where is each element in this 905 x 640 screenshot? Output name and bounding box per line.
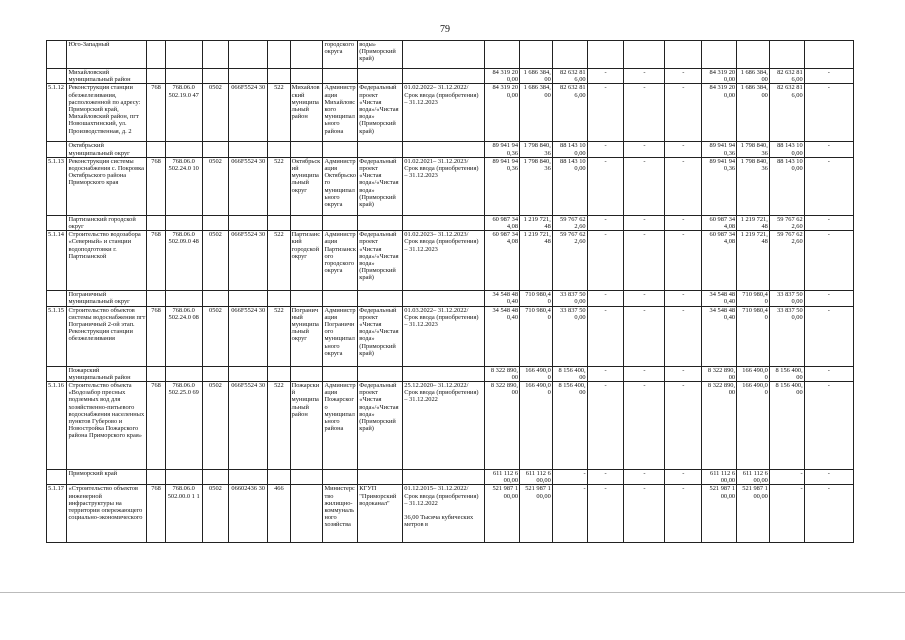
table-cell: -: [769, 470, 804, 485]
table-cell: 521 987 1 00,00: [702, 485, 737, 543]
table-cell: [268, 366, 291, 381]
table-cell: 8 156 400, 00: [769, 366, 804, 381]
table-cell: [290, 41, 323, 69]
table-cell: Пожарский муниципальный район: [290, 382, 323, 470]
table-cell: 521 987 1 00,00: [520, 485, 553, 543]
table-cell: 84 319 20 0,00: [485, 84, 520, 142]
table-cell: -: [665, 231, 702, 291]
table-row: [47, 485, 854, 543]
table-cell: 611 112 6 00,00: [485, 470, 520, 485]
table-cell: 59 767 62 2,60: [552, 215, 587, 230]
table-cell: -: [804, 382, 853, 470]
table-cell: -: [665, 291, 702, 306]
table-cell: [769, 41, 804, 69]
table-cell: 88 143 10 0,00: [552, 142, 587, 157]
table-cell: 34 548 48 0,40: [702, 306, 737, 366]
table-cell: 166 490,0 0: [737, 366, 770, 381]
table-cell: 710 980,4 0: [737, 291, 770, 306]
table-cell: [268, 142, 291, 157]
table-cell: [202, 291, 229, 306]
table-cell: -: [587, 366, 624, 381]
table-cell: 611 112 6 00,00: [520, 470, 553, 485]
table-cell: -: [665, 142, 702, 157]
table-cell: -: [624, 84, 665, 142]
table-cell: [290, 69, 323, 84]
table-cell: 5.1.15: [47, 306, 67, 366]
table-cell: [47, 41, 67, 69]
table-cell: 710 980,4 0: [737, 306, 770, 366]
table-cell: -: [624, 291, 665, 306]
table-cell: 768: [147, 306, 165, 366]
table-cell: -: [587, 306, 624, 366]
table-cell: 1 686 384, 00: [737, 84, 770, 142]
table-cell: Октябрьский муниципальный округ: [67, 142, 147, 157]
table-cell: -: [804, 291, 853, 306]
table-cell: [202, 69, 229, 84]
table-cell: [165, 291, 202, 306]
table-cell: 1 798 840, 36: [737, 142, 770, 157]
table-cell: -: [624, 69, 665, 84]
table-cell: [804, 41, 853, 69]
table-cell: [323, 142, 358, 157]
table-cell: 710 980,4 0: [520, 291, 553, 306]
table-cell: 166 490,0 0: [737, 382, 770, 470]
table-cell: [268, 69, 291, 84]
table-cell: [229, 142, 268, 157]
table-cell: [323, 366, 358, 381]
table-cell: 768: [147, 231, 165, 291]
table-cell: -: [804, 231, 853, 291]
table-cell: 89 941 94 0,36: [485, 142, 520, 157]
table-cell: КГУП "Приморский водоканал": [358, 485, 403, 543]
table-cell: Администрация Пограничного муниципального округа: [323, 306, 358, 366]
table-cell: -: [587, 470, 624, 485]
table-cell: [229, 366, 268, 381]
table-cell: Федеральный проект «Чистая вода»/«Чистая вода» (Приморский край): [358, 231, 403, 291]
table-cell: -: [587, 485, 624, 543]
table-cell: -: [665, 157, 702, 215]
table-cell: [403, 142, 485, 157]
table-cell: [323, 470, 358, 485]
table-cell: [47, 470, 67, 485]
table-cell: [229, 69, 268, 84]
table-cell: 82 632 81 6,00: [769, 69, 804, 84]
table-cell: 8 322 890, 00: [485, 382, 520, 470]
table-cell: [202, 41, 229, 69]
table-cell: Федеральный проект «Чистая вода»/«Чистая вода» (Приморский край): [358, 306, 403, 366]
table-cell: 1 686 384, 00: [520, 84, 553, 142]
table-cell: 84 319 20 0,00: [702, 69, 737, 84]
table-cell: -: [804, 157, 853, 215]
table-cell: [229, 41, 268, 69]
table-cell: Министерство жилищно-коммунального хозяйства: [323, 485, 358, 543]
table-cell: 8 156 400, 00: [552, 382, 587, 470]
table-cell: [290, 142, 323, 157]
table-cell: 01.02.2021– 31.12.2023/ Срок ввода (приобретения) – 31.12.2023: [403, 157, 485, 215]
table-cell: 89 941 94 0,36: [702, 157, 737, 215]
table-cell: [624, 41, 665, 69]
table-cell: Федеральный проект «Чистая вода»/«Чистая вода» (Приморский край): [358, 382, 403, 470]
table-cell: Пограничный муниципальный округ: [67, 291, 147, 306]
table-cell: [229, 215, 268, 230]
table-cell: -: [665, 69, 702, 84]
table-cell: Строительство объектов системы водоснабжения пгт Пограничный 2-ой этап. Реконструкция станции обезжелезивания: [67, 306, 147, 366]
page-bottom-rule: [0, 592, 905, 593]
table-cell: 066F5524 30: [229, 157, 268, 215]
table-cell: 0502: [202, 157, 229, 215]
table-cell: 611 112 6 00,00: [702, 470, 737, 485]
table-cell: -: [624, 382, 665, 470]
table-cell: [323, 291, 358, 306]
table-cell: [358, 142, 403, 157]
table-cell: Партизанский городской округ: [67, 215, 147, 230]
table-cell: Строительство объекта «Водозабор пресных подземных вод для хозяйственно-питьевого водоснабжения населенных пунктов Губерово и Новостройка Пожарского района Приморского края»: [67, 382, 147, 470]
table-cell: -: [624, 306, 665, 366]
table-cell: 066F5524 30: [229, 231, 268, 291]
table-cell: 82 632 81 6,00: [552, 69, 587, 84]
table-cell: [403, 215, 485, 230]
table-cell: -: [587, 215, 624, 230]
table-cell: [403, 470, 485, 485]
table-cell: -: [804, 485, 853, 543]
table-cell: 522: [268, 306, 291, 366]
table-cell: [229, 291, 268, 306]
table-cell: [268, 215, 291, 230]
table-cell: 59 767 62 2,60: [769, 215, 804, 230]
page-number: 79: [440, 24, 450, 35]
table-cell: -: [804, 215, 853, 230]
table-cell: -: [587, 84, 624, 142]
table-cell: [290, 215, 323, 230]
table-cell: 0502: [202, 382, 229, 470]
table-cell: 25.12.2020– 31.12.2022/ Срок ввода (приобретения) – 31.12.2022: [403, 382, 485, 470]
table-cell: [202, 142, 229, 157]
table-cell: 1 219 721, 48: [737, 215, 770, 230]
table-cell: 522: [268, 84, 291, 142]
table-cell: городского округа: [323, 41, 358, 69]
table-cell: -: [804, 306, 853, 366]
table-cell: [403, 69, 485, 84]
table-cell: -: [624, 157, 665, 215]
table-cell: [358, 215, 403, 230]
table-cell: 89 941 94 0,36: [485, 157, 520, 215]
table-cell: Федеральный проект «Чистая вода»/«Чистая вода» (Приморский край): [358, 84, 403, 142]
table-cell: [290, 291, 323, 306]
table-cell: Октябрьский муниципальный округ: [290, 157, 323, 215]
table-cell: -: [552, 485, 587, 543]
table-cell: [47, 291, 67, 306]
table-cell: 466: [268, 485, 291, 543]
district-row: [47, 291, 854, 306]
table-cell: [147, 291, 165, 306]
table-cell: [165, 366, 202, 381]
table-cell: 59 767 62 2,60: [769, 231, 804, 291]
table-cell: 59 767 62 2,60: [552, 231, 587, 291]
table-cell: 06602436 30: [229, 485, 268, 543]
table-cell: 066F5524 30: [229, 84, 268, 142]
table-cell: 066F5524 30: [229, 382, 268, 470]
table-cell: 0502: [202, 306, 229, 366]
table-cell: 522: [268, 382, 291, 470]
table-cell: 0502: [202, 84, 229, 142]
table-cell: -: [665, 215, 702, 230]
table-cell: 84 319 20 0,00: [485, 69, 520, 84]
table-cell: 33 837 50 0,00: [769, 291, 804, 306]
table-cell: Партизанский городской округ: [290, 231, 323, 291]
district-row: [47, 69, 854, 84]
table-row: [47, 382, 854, 470]
table-cell: «Строительство объектов инженерной инфраструктуры на территории опережающего социально-экономического: [67, 485, 147, 543]
table-cell: -: [587, 69, 624, 84]
table-cell: [147, 215, 165, 230]
table-cell: [147, 470, 165, 485]
table-cell: 521 987 1 00,00: [485, 485, 520, 543]
table-cell: 33 837 50 0,00: [552, 306, 587, 366]
table-cell: -: [804, 69, 853, 84]
table-cell: [358, 291, 403, 306]
table-cell: 768.06.0 502.24.0 08: [165, 306, 202, 366]
table-cell: [165, 470, 202, 485]
table-row: [47, 157, 854, 215]
table-cell: 34 548 48 0,40: [485, 306, 520, 366]
table-cell: 33 837 50 0,00: [769, 306, 804, 366]
table-cell: -: [587, 157, 624, 215]
table-cell: -: [552, 470, 587, 485]
table-cell: 1 798 840, 36: [737, 157, 770, 215]
table-cell: [165, 142, 202, 157]
table-cell: 0502: [202, 485, 229, 543]
table-cell: [403, 41, 485, 69]
table-cell: -: [769, 485, 804, 543]
table-cell: 8 322 890, 00: [702, 382, 737, 470]
table-cell: [520, 41, 553, 69]
table-cell: 34 548 48 0,40: [485, 291, 520, 306]
table-cell: 60 987 34 4,08: [485, 215, 520, 230]
table-cell: [323, 69, 358, 84]
table-cell: [702, 41, 737, 69]
table-cell: 166 490,0 0: [520, 382, 553, 470]
table-cell: 01.02.2023– 31.12.2023/ Срок ввода (приобретения) – 31.12.2023: [403, 231, 485, 291]
table-cell: Администрация Октябрьского муниципального округа: [323, 157, 358, 215]
table-cell: [290, 485, 323, 543]
table-cell: 8 322 890, 00: [485, 366, 520, 381]
table-cell: -: [624, 231, 665, 291]
table-cell: [147, 366, 165, 381]
table-cell: Приморский край: [67, 470, 147, 485]
table-cell: 5.1.14: [47, 231, 67, 291]
table-cell: 89 941 94 0,36: [702, 142, 737, 157]
table-cell: 522: [268, 231, 291, 291]
table-cell: 01.03.2022– 31.12.2022/ Срок ввода (приобретения) – 31.12.2023: [403, 306, 485, 366]
table-cell: -: [624, 470, 665, 485]
investment-objects-table: [46, 40, 854, 543]
table-cell: -: [804, 470, 853, 485]
table-cell: [147, 142, 165, 157]
table-cell: [147, 41, 165, 69]
table-cell: 1 219 721, 48: [520, 231, 553, 291]
table-cell: 768.06.0 502.19.0 47: [165, 84, 202, 142]
table-cell: [290, 366, 323, 381]
table-cell: -: [587, 382, 624, 470]
table-cell: [358, 366, 403, 381]
table-cell: [552, 41, 587, 69]
table-cell: Реконструкция станции обезжелезивания, расположенной по адресу: Приморский край, Михайловский район, пгт Новошахтинский, ул. Производственная, д. 2: [67, 84, 147, 142]
table-cell: [47, 215, 67, 230]
table-cell: -: [665, 485, 702, 543]
table-body: [47, 41, 854, 543]
table-cell: [202, 366, 229, 381]
table-cell: 8 322 890, 00: [702, 366, 737, 381]
table-row: [47, 306, 854, 366]
table-cell: 01.12.2015– 31.12.2022/ Срок ввода (приобретения) – 31.12.2022 36,00 Тысяча кубических метров в: [403, 485, 485, 543]
table-cell: [268, 470, 291, 485]
table-cell: 5.1.13: [47, 157, 67, 215]
table-cell: Администрация Михайловского муниципального района: [323, 84, 358, 142]
table-cell: 768.06.0 502.25.0 69: [165, 382, 202, 470]
table-cell: Пожарский муниципальный район: [67, 366, 147, 381]
table-cell: -: [624, 142, 665, 157]
table-cell: 88 143 10 0,00: [769, 157, 804, 215]
table-cell: 60 987 34 4,08: [702, 215, 737, 230]
table-cell: 1 219 721, 48: [737, 231, 770, 291]
table-cell: -: [665, 306, 702, 366]
table-cell: 611 112 6 00,00: [737, 470, 770, 485]
district-row: [47, 142, 854, 157]
table-cell: -: [587, 231, 624, 291]
table-cell: -: [804, 366, 853, 381]
table-cell: [358, 470, 403, 485]
table-cell: -: [665, 382, 702, 470]
table-cell: [737, 41, 770, 69]
table-cell: [323, 215, 358, 230]
table-cell: 521 987 1 00,00: [737, 485, 770, 543]
table-cell: [485, 41, 520, 69]
table-cell: [290, 470, 323, 485]
table-cell: [202, 470, 229, 485]
table-cell: 60 987 34 4,08: [702, 231, 737, 291]
table-cell: [47, 366, 67, 381]
table-cell: 33 837 50 0,00: [552, 291, 587, 306]
district-row: [47, 215, 854, 230]
table-cell: Юго-Западный: [67, 41, 147, 69]
table-cell: [587, 41, 624, 69]
table-cell: 1 798 840, 36: [520, 157, 553, 215]
table-cell: 5.1.12: [47, 84, 67, 142]
table-cell: 1 798 840, 36: [520, 142, 553, 157]
table-cell: Реконструкция системы водоснабжения с. Покровка Октябрьского района Приморского края: [67, 157, 147, 215]
table-cell: [202, 215, 229, 230]
table-cell: -: [665, 84, 702, 142]
table-cell: [47, 142, 67, 157]
district-row: [47, 366, 854, 381]
table-cell: 8 156 400, 00: [769, 382, 804, 470]
table-cell: -: [665, 366, 702, 381]
table-cell: -: [624, 485, 665, 543]
table-cell: 60 987 34 4,08: [485, 231, 520, 291]
table-cell: [165, 69, 202, 84]
table-cell: Администрация Пожарского муниципального района: [323, 382, 358, 470]
table-cell: 1 219 721, 48: [520, 215, 553, 230]
table-cell: Пограничный муниципальный округ: [290, 306, 323, 366]
table-cell: -: [624, 215, 665, 230]
table-cell: [165, 41, 202, 69]
table-cell: [268, 291, 291, 306]
table-cell: 768: [147, 84, 165, 142]
table-cell: [229, 470, 268, 485]
table-cell: 768.06.0 502.09.0 48: [165, 231, 202, 291]
table-cell: Михайловский муниципальный район: [290, 84, 323, 142]
table-cell: Михайловский муниципальный район: [67, 69, 147, 84]
district-row: [47, 470, 854, 485]
table-row: [47, 84, 854, 142]
table-cell: 84 319 20 0,00: [702, 84, 737, 142]
table-cell: 1 686 384, 00: [520, 69, 553, 84]
table-cell: -: [804, 84, 853, 142]
table-cell: 0502: [202, 231, 229, 291]
table-cell: 88 143 10 0,00: [769, 142, 804, 157]
table-cell: 01.02.2022– 31.12.2022/ Срок ввода (приобретения) – 31.12.2023: [403, 84, 485, 142]
table-cell: 768: [147, 157, 165, 215]
table-cell: 768: [147, 485, 165, 543]
table-cell: 768.06.0 502.00.0 1 1: [165, 485, 202, 543]
table-cell: 066F5524 30: [229, 306, 268, 366]
table-cell: 5.1.16: [47, 382, 67, 470]
table-cell: 166 490,0 0: [520, 366, 553, 381]
table-cell: -: [624, 366, 665, 381]
table-cell: -: [587, 291, 624, 306]
table-cell: 34 548 48 0,40: [702, 291, 737, 306]
table-cell: Администрация Партизанского городского округа: [323, 231, 358, 291]
table-cell: [403, 366, 485, 381]
table-cell: воды» (Приморский край): [358, 41, 403, 69]
table-cell: 1 686 384, 00: [737, 69, 770, 84]
table-cell: [403, 291, 485, 306]
table-cell: 710 980,4 0: [520, 306, 553, 366]
table-cell: 88 143 10 0,00: [552, 157, 587, 215]
table-cell: Федеральный проект «Чистая вода»/«Чистая вода» (Приморский край): [358, 157, 403, 215]
table-cell: 768: [147, 382, 165, 470]
table-cell: 82 632 81 6,00: [769, 84, 804, 142]
table-cell: 768.06.0 502.24.0 10: [165, 157, 202, 215]
table-cell: 82 632 81 6,00: [552, 84, 587, 142]
table-cell: [268, 41, 291, 69]
table-cell: Строительство водозабора «Северный» и станции водоподготовки г. Партизанской: [67, 231, 147, 291]
table-cell: [358, 69, 403, 84]
table-cell: [165, 215, 202, 230]
table-cell: [147, 69, 165, 84]
table-cell: [665, 41, 702, 69]
table-row: [47, 231, 854, 291]
table-cell: 5.1.17: [47, 485, 67, 543]
table-cell: 8 156 400, 00: [552, 366, 587, 381]
table-cell: 522: [268, 157, 291, 215]
district-row: [47, 41, 854, 69]
table-cell: -: [804, 142, 853, 157]
table-cell: -: [665, 470, 702, 485]
table-cell: [47, 69, 67, 84]
table-cell: -: [587, 142, 624, 157]
